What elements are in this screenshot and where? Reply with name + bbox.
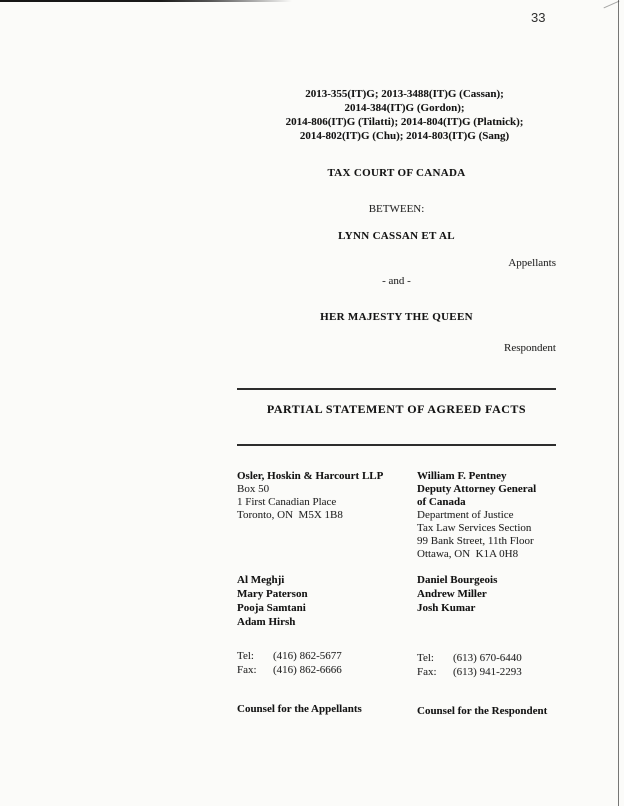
address-line: Department of Justice <box>417 509 514 521</box>
office-line: William F. Pentney <box>417 470 507 482</box>
case-number-line: 2013-355(IT)G; 2013-3488(IT)G (Cassan); <box>305 88 504 100</box>
office-line: Deputy Attorney General <box>417 483 537 495</box>
case-number-line: 2014-384(IT)G (Gordon); <box>344 102 465 114</box>
lawyer-name: Al Meghji <box>237 574 285 586</box>
tel-label: Tel: <box>417 652 434 664</box>
address-line: 1 First Canadian Place <box>237 496 337 508</box>
address-line: 99 Bank Street, 11th Floor <box>417 535 534 547</box>
respondent-lawyers-list <box>417 573 563 615</box>
address-line: Ottawa, ON K1A 0H8 <box>417 548 519 560</box>
fax-row <box>417 665 563 679</box>
firm-name: Osler, Hoskin & Harcourt LLP <box>237 470 384 482</box>
address-line: Box 50 <box>237 483 270 495</box>
lawyer-name: Adam Hirsh <box>237 616 296 628</box>
fax-row <box>237 663 413 677</box>
appellant-name: LYNN CASSAN ET AL <box>338 230 455 242</box>
appellants-counsel-footer: Counsel for the Appellants <box>237 703 362 715</box>
address-line: Tax Law Services Section <box>417 522 532 534</box>
case-number-line: 2014-802(IT)G (Chu); 2014-803(IT)G (Sang) <box>299 130 510 142</box>
fax-number: (416) 862-6666 <box>273 664 342 676</box>
respondent-counsel-block <box>417 470 563 718</box>
and-separator: - and - <box>382 275 411 287</box>
lawyer-name: Mary Paterson <box>237 588 308 600</box>
page-number: 33 <box>531 10 546 25</box>
appellants-lawyers-list <box>237 573 413 629</box>
appellants-phone-block <box>237 649 413 677</box>
divider-rule-top <box>237 388 556 390</box>
respondent-counsel-footer: Counsel for the Respondent <box>417 705 548 717</box>
scan-artifact-right-edge <box>618 0 619 806</box>
appellants-counsel-block <box>237 470 413 716</box>
fax-label: Fax: <box>237 664 257 676</box>
lawyer-name: Pooja Samtani <box>237 602 306 614</box>
appellants-role-label: Appellants <box>508 257 556 269</box>
office-line: of Canada <box>417 496 466 508</box>
lawyer-name: Andrew Miller <box>417 588 487 600</box>
respondent-phone-block <box>417 651 563 679</box>
tel-row <box>237 649 413 663</box>
between-label: BETWEEN: <box>368 203 425 215</box>
tel-label: Tel: <box>237 650 254 662</box>
tel-number: (416) 862-5677 <box>273 650 342 662</box>
case-number-line: 2014-806(IT)G (Tilatti); 2014-804(IT)G (Platnick); <box>285 116 524 128</box>
tel-row <box>417 651 563 665</box>
scan-artifact-top-edge <box>0 0 292 2</box>
lawyer-name: Josh Kumar <box>417 602 476 614</box>
court-name: TAX COURT OF CANADA <box>327 167 466 179</box>
lawyer-name: Daniel Bourgeois <box>417 574 498 586</box>
respondent-name: HER MAJESTY THE QUEEN <box>320 311 473 323</box>
document-title: PARTIAL STATEMENT OF AGREED FACTS <box>266 402 527 416</box>
fax-number: (613) 941-2293 <box>453 666 522 678</box>
divider-rule-bottom <box>237 444 556 446</box>
tel-number: (613) 670-6440 <box>453 652 522 664</box>
address-line: Toronto, ON M5X 1B8 <box>237 509 343 521</box>
respondent-role-label: Respondent <box>504 342 556 354</box>
fax-label: Fax: <box>417 666 437 678</box>
case-numbers-block <box>245 87 564 143</box>
